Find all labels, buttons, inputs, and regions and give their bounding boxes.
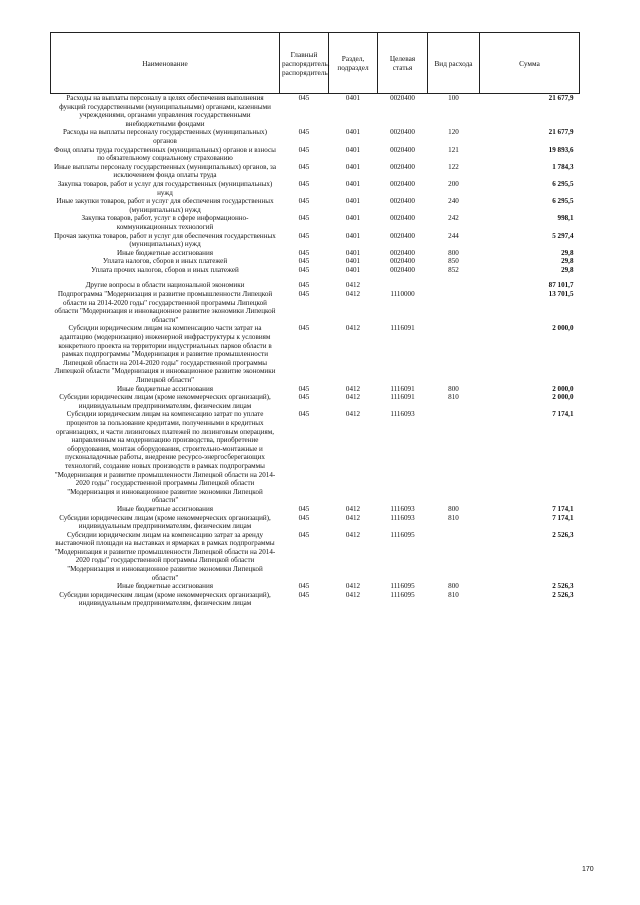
row-name: Фонд оплаты труда государственных (муниципальных) органов и взносы по обязательному социальному страхованию <box>54 145 276 163</box>
row-name: Субсидии юридическим лицам на компенсацию затрат за аренду выставочной площади на выставках и ярмарках в рамках подпрограммы "Модернизация и развитие промышленности Липецкой области на 2014-2020 годы" государственной программы Липецкой области "Модернизация и инновационное развитие экономики Липецкой области" <box>54 530 276 582</box>
row-section: 0401 <box>345 145 361 154</box>
table-row <box>51 180 580 197</box>
table-row <box>51 232 580 249</box>
row-main-manager: 045 <box>298 384 310 393</box>
row-main-manager: 045 <box>298 281 310 290</box>
row-section: 0412 <box>345 410 361 419</box>
row-amount: 2 000,0 <box>552 324 574 333</box>
row-expense-type: 810 <box>448 393 459 402</box>
row-name: Закупка товаров, работ, услуг в сфере информационно-коммуникационных технологий <box>81 214 249 231</box>
row-amount: 5 297,4 <box>552 231 574 240</box>
row-name: Субсидии юридическим лицам (кроме некоммерческих организаций), индивидуальным предпринимателям, физическим лицам <box>59 513 271 531</box>
row-target <box>378 281 428 290</box>
row-amount: 7 174,1 <box>552 410 574 419</box>
table-row <box>51 410 580 505</box>
header-amount: Сумма <box>480 33 580 94</box>
row-section: 0401 <box>345 231 361 240</box>
row-amount: 6 295,5 <box>552 179 574 188</box>
row-target: 0020400 <box>390 257 415 266</box>
row-section: 0401 <box>345 162 361 171</box>
header-main-manager: Главный распорядитель, распорядитель <box>280 33 329 94</box>
row-expense-type: 244 <box>448 231 459 240</box>
row-name: Закупка товаров, работ и услуг для государственных (муниципальных) нужд <box>57 179 273 197</box>
row-main-manager: 045 <box>298 197 310 206</box>
row-expense-type: 800 <box>448 384 459 393</box>
table-row <box>51 505 580 514</box>
row-target: 0020400 <box>390 94 415 102</box>
row-name: Уплата прочих налогов, сборов и иных платежей <box>91 265 239 274</box>
row-name: Иные бюджетные ассигнования <box>116 384 214 393</box>
row-name: Субсидии юридическим лицам (кроме некоммерческих организаций), индивидуальным предпринимателям, физическим лицам <box>59 590 271 608</box>
table-row <box>51 197 580 214</box>
row-section: 0401 <box>345 265 361 274</box>
row-main-manager: 045 <box>298 590 310 599</box>
row-main-manager: 045 <box>298 504 310 513</box>
row-amount: 2 526,3 <box>552 590 574 599</box>
row-main-manager: 045 <box>298 393 310 402</box>
row-expense-type: 122 <box>448 162 459 171</box>
row-amount: 2 526,3 <box>552 582 574 591</box>
table-row <box>51 249 580 258</box>
row-target: 0020400 <box>390 197 415 206</box>
row-amount: 2 000,0 <box>552 393 574 402</box>
row-amount: 29,8 <box>561 265 574 274</box>
row-spacer <box>51 274 580 281</box>
row-amount: 2 526,3 <box>552 530 574 539</box>
row-expense-type: 121 <box>448 145 459 154</box>
header-target: Целевая статья <box>378 33 428 94</box>
row-target: 0020400 <box>390 248 415 257</box>
row-section: 0412 <box>345 590 361 599</box>
row-name: Иные выплаты персоналу государственных (муниципальных) органов, за исключением фонда оплаты труда <box>54 162 276 180</box>
table-row <box>51 281 580 290</box>
row-main-manager: 045 <box>298 214 310 223</box>
row-section: 0401 <box>345 257 361 266</box>
row-name: Подпрограмма "Модернизация и развитие промышленности Липецкой области на 2014-2020 годы" государственной программы Липецкой области "Модернизация и инновационное развитие экономики Липецкой области" <box>54 290 276 324</box>
row-spacer-cell <box>51 274 580 281</box>
row-amount: 21 677,9 <box>548 94 574 102</box>
row-target: 0020400 <box>390 128 415 137</box>
row-main-manager: 045 <box>298 582 310 591</box>
row-target: 1116095 <box>390 590 415 599</box>
table-row <box>51 531 580 583</box>
table-row <box>51 257 580 266</box>
row-expense-type <box>428 531 480 583</box>
row-amount: 29,8 <box>561 257 574 266</box>
table-row <box>51 163 580 180</box>
row-target: 1116091 <box>390 384 415 393</box>
row-expense-type <box>428 324 480 384</box>
row-main-manager: 045 <box>298 290 310 299</box>
row-target: 1116091 <box>390 324 415 333</box>
row-expense-type: 100 <box>448 94 459 102</box>
table-row <box>51 591 580 608</box>
row-section: 0412 <box>345 393 361 402</box>
row-section: 0401 <box>345 128 361 137</box>
row-name: Прочая закупка товаров, работ и услуг для обеспечения государственных (муниципальных) нужд <box>54 231 276 249</box>
row-section: 0412 <box>345 324 361 333</box>
header-expense-type: Вид расхода <box>428 33 480 94</box>
row-name: Иные бюджетные ассигнования <box>116 504 214 513</box>
table-row <box>51 94 580 129</box>
table-row <box>51 514 580 531</box>
row-amount: 87 101,7 <box>548 281 574 290</box>
row-expense-type <box>428 281 480 290</box>
table-row <box>51 582 580 591</box>
row-section: 0401 <box>345 197 361 206</box>
page-number: 170 <box>582 866 594 873</box>
row-expense-type: 810 <box>448 590 459 599</box>
row-expense-type: 800 <box>448 504 459 513</box>
row-amount: 998,1 <box>557 214 574 223</box>
row-name: Расходы на выплаты персоналу в целях обеспечения выполнения функций государственными (муниципальными) органами, казенными учреждениями, органами управления государственными внебюджетными фондами <box>59 94 271 128</box>
table-row <box>51 290 580 324</box>
row-target: 1110000 <box>390 290 415 299</box>
row-section: 0401 <box>345 248 361 257</box>
row-name: Субсидии юридическим лицам (кроме некоммерческих организаций), индивидуальным предпринимателям, физическим лицам <box>59 393 271 410</box>
row-section: 0412 <box>345 530 361 539</box>
row-expense-type <box>428 290 480 324</box>
row-amount: 21 677,9 <box>548 128 574 137</box>
table-row <box>51 146 580 163</box>
row-amount: 6 295,5 <box>552 197 574 206</box>
row-expense-type: 240 <box>448 197 459 206</box>
row-amount: 1 784,3 <box>552 162 574 171</box>
row-main-manager: 045 <box>298 530 310 539</box>
row-section: 0412 <box>345 384 361 393</box>
row-expense-type: 242 <box>448 214 459 223</box>
row-amount: 29,8 <box>561 248 574 257</box>
row-amount: 13 701,5 <box>548 290 574 299</box>
header-name: Наименование <box>51 33 280 94</box>
row-expense-type: 800 <box>448 582 459 591</box>
row-main-manager: 045 <box>298 410 310 419</box>
row-section: 0412 <box>345 281 361 290</box>
row-main-manager: 045 <box>298 128 310 137</box>
row-main-manager: 045 <box>298 248 310 257</box>
row-main-manager: 045 <box>298 179 310 188</box>
row-main-manager: 045 <box>298 231 310 240</box>
row-target: 0020400 <box>390 214 415 223</box>
row-name: Иные бюджетные ассигнования <box>116 248 214 257</box>
budget-table <box>50 32 580 608</box>
row-expense-type: 810 <box>448 513 459 522</box>
table-row <box>51 214 580 231</box>
row-section: 0401 <box>345 179 361 188</box>
table-row <box>51 393 580 410</box>
row-target: 0020400 <box>390 162 415 171</box>
row-expense-type <box>428 410 480 505</box>
row-target: 1116093 <box>390 410 415 419</box>
row-section: 0412 <box>345 290 361 299</box>
row-name: Уплата налогов, сборов и иных платежей <box>102 257 228 266</box>
row-main-manager: 045 <box>298 324 310 333</box>
row-target: 0020400 <box>390 265 415 274</box>
row-main-manager: 045 <box>298 94 310 102</box>
row-main-manager: 045 <box>298 265 310 274</box>
row-section: 0412 <box>345 513 361 522</box>
row-name: Иные бюджетные ассигнования <box>116 582 214 591</box>
header-section: Раздел, подраздел <box>329 33 378 94</box>
row-name: Другие вопросы в области национальной экономики <box>85 281 245 290</box>
row-target: 1116095 <box>390 530 415 539</box>
row-expense-type: 120 <box>448 128 459 137</box>
row-section: 0401 <box>345 94 361 102</box>
row-main-manager: 045 <box>298 145 310 154</box>
row-name: Субсидии юридическим лицам на компенсацию затрат по уплате процентов за пользование кредитами, полученными в кредитных организациях, и части лизинговых платежей по лизинговым операциям, направленным на модернизацию производства, приобретение оборудования, монтаж оборудования, строительно-монтажные и пусконаладочные работы, внедрение ресурсо-энергосберегающих технологий, создание новых производств в рамках подпрограммы "Модернизация и развитие промышленности Липецкой области на 2014-2020 годы" государственной программы Липецкой области "Модернизация и инновационное развитие экономики Липецкой области" <box>54 410 276 505</box>
row-expense-type: 800 <box>448 248 459 257</box>
table-body <box>51 94 580 609</box>
row-target: 1116091 <box>390 393 415 402</box>
row-amount: 19 893,6 <box>548 145 574 154</box>
row-section: 0412 <box>345 504 361 513</box>
table-row <box>51 128 580 145</box>
row-main-manager: 045 <box>298 513 310 522</box>
row-main-manager: 045 <box>298 257 310 266</box>
row-target: 1116095 <box>390 582 415 591</box>
row-expense-type: 852 <box>448 265 459 274</box>
row-target: 0020400 <box>390 231 415 240</box>
row-main-manager: 045 <box>298 162 310 171</box>
row-expense-type: 850 <box>448 257 459 266</box>
row-expense-type: 200 <box>448 179 459 188</box>
table-header-row <box>51 33 580 94</box>
table-row <box>51 324 580 384</box>
budget-document <box>50 32 579 608</box>
row-target: 1116093 <box>390 513 415 522</box>
row-amount: 7 174,1 <box>552 504 574 513</box>
row-amount: 7 174,1 <box>552 513 574 522</box>
row-name: Субсидии юридическим лицам на компенсацию части затрат на адаптацию (модернизацию) инженерной инфраструктуры к условиям конкретного проекта на территории индустриальных парков области в рамках подпрограммы "Модернизация и развитие промышленности Липецкой области на 2014-2020 годы" государственной программы Липецкой области "Модернизация и инновационное развитие экономики Липецкой области" <box>54 324 276 384</box>
table-row <box>51 385 580 394</box>
table-row <box>51 266 580 275</box>
row-target: 0020400 <box>390 145 415 154</box>
row-target: 1116093 <box>390 504 415 513</box>
row-section: 0412 <box>345 582 361 591</box>
row-section: 0401 <box>345 214 361 223</box>
row-name: Иные закупки товаров, работ и услуг для обеспечения государственных (муниципальных) нужд <box>56 197 274 214</box>
row-name: Расходы на выплаты персоналу государственных (муниципальных) органов <box>63 128 267 145</box>
row-amount: 2 000,0 <box>552 384 574 393</box>
row-target: 0020400 <box>390 179 415 188</box>
